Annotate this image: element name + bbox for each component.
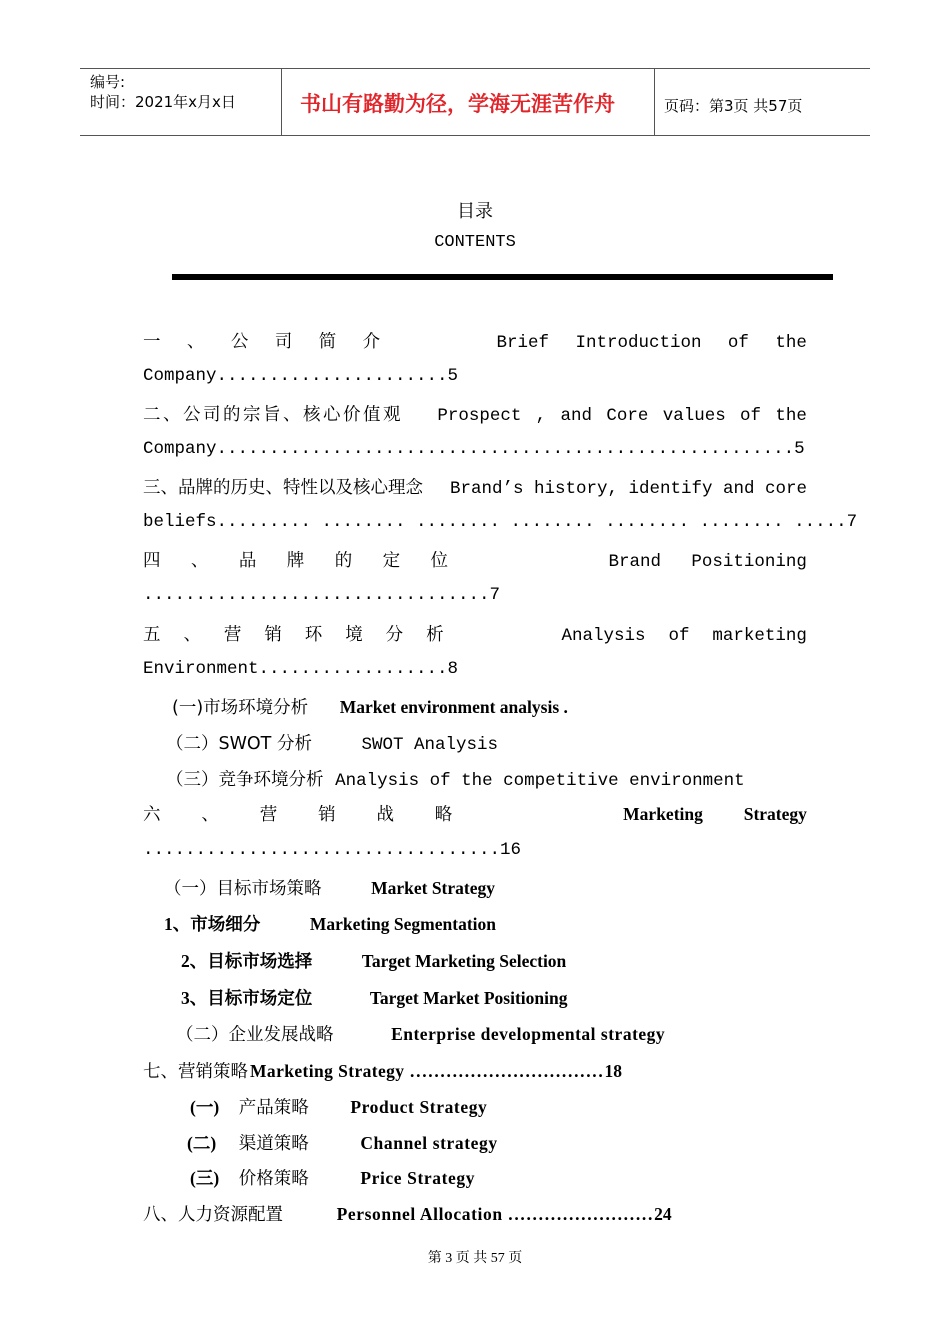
toc-6-sub-4[interactable]	[181, 985, 568, 1010]
toc-section-4[interactable]	[143, 547, 807, 571]
toc-6-sub-5-cn: （二）企业发展战略	[176, 1025, 334, 1045]
toc-6-sub-1[interactable]	[164, 875, 495, 900]
toc-7-sub-2-en: Channel strategy	[360, 1133, 498, 1153]
toc-1-en-2: of	[727, 333, 749, 353]
header-time-label: 时间：2021年x月x日	[90, 93, 236, 111]
toc-section-3[interactable]	[143, 474, 807, 498]
toc-1-continuation: Company......................5	[143, 366, 459, 386]
toc-4-cn-3: 牌	[286, 551, 305, 571]
toc-6-sub-2-en: Marketing Segmentation	[309, 914, 496, 934]
toc-5-en-1: of	[668, 626, 690, 646]
header-divider-left	[281, 68, 282, 136]
header-top-rule	[80, 68, 870, 69]
toc-4-cn-6: 位	[430, 551, 449, 571]
toc-5-cn-0: 五	[143, 625, 161, 645]
toc-5-sub-2[interactable]	[166, 730, 498, 755]
toc-5-cn-5: 境	[345, 625, 363, 645]
toc-1-cn-2: 公	[230, 332, 249, 352]
toc-5-cn-3: 销	[264, 625, 282, 645]
toc-8-en: Personnel Allocation	[336, 1204, 503, 1224]
toc-2-en-0: Prospect	[437, 406, 522, 426]
toc-5-cn-7: 析	[426, 625, 444, 645]
toc-5-continuation: Environment..................8	[143, 659, 459, 679]
title-rule	[172, 274, 833, 280]
toc-6-sub-4-en: Target Market Positioning	[369, 988, 568, 1008]
toc-6-en-0: Marketing	[623, 804, 703, 824]
toc-2-en-2: and	[560, 406, 593, 426]
toc-3-en: Brand’s history, identify and core	[449, 479, 807, 499]
toc-5-sub-2-cn: （二）SWOT 分析	[166, 734, 312, 754]
toc-1-cn-4: 简	[318, 332, 337, 352]
toc-4-cn-4: 的	[334, 551, 353, 571]
toc-7-page: 18	[604, 1061, 622, 1081]
toc-7-sub-1-en: Product Strategy	[350, 1097, 488, 1117]
toc-6-sub-4-cn: 3、目标市场定位	[181, 988, 313, 1008]
toc-7-sub-3-num: (三)	[190, 1168, 220, 1188]
toc-2-en-5: of	[740, 406, 762, 426]
toc-2-continuation: Company.......................................................5	[143, 439, 805, 459]
toc-1-cn-0: 一	[143, 332, 161, 352]
toc-6-sub-1-cn: （一）目标市场策略	[164, 879, 322, 899]
toc-1-cn-5: 介	[362, 332, 381, 352]
toc-7-cn: 七、营销策略	[143, 1062, 248, 1082]
toc-5-sub-1-en: Market environment analysis .	[339, 697, 568, 717]
toc-1-cn-3: 司	[274, 332, 293, 352]
toc-1-en-1: Introduction	[575, 333, 702, 353]
toc-5-cn-6: 分	[385, 625, 404, 645]
header-page-label: 页码：第3页 共57页	[664, 97, 803, 115]
toc-8-dots: ........................	[508, 1204, 655, 1224]
toc-section-2[interactable]	[143, 401, 807, 425]
toc-section-7[interactable]	[143, 1058, 622, 1083]
toc-7-sub-2[interactable]	[187, 1130, 498, 1155]
toc-5-cn-2: 营	[223, 625, 242, 645]
toc-3-cn: 三、品牌的历史、特性以及核心理念	[143, 478, 423, 498]
toc-1-cn-1: 、	[186, 332, 205, 352]
toc-1-en-3: the	[775, 333, 807, 353]
toc-2-en-1: ,	[535, 406, 547, 426]
toc-5-cn-1: 、	[183, 625, 201, 645]
toc-6-cn-3: 销	[318, 805, 336, 825]
page-title-en: CONTENTS	[434, 233, 516, 252]
toc-2-en-4: values	[662, 406, 726, 426]
toc-5-sub-3[interactable]	[166, 766, 745, 791]
toc-5-en-0: Analysis	[561, 626, 646, 646]
toc-4-cn-1: 、	[190, 551, 209, 571]
toc-7-dots: ................................	[410, 1061, 605, 1081]
toc-5-cn-4: 环	[304, 625, 323, 645]
page-footer: 第 3 页 共 57 页	[427, 1251, 523, 1266]
page-title-cn: 目录	[457, 201, 493, 222]
toc-1-en-0: Brief	[496, 333, 550, 353]
toc-6-cn-5: 略	[434, 805, 453, 825]
toc-6-sub-3-en: Target Marketing Selection	[361, 951, 567, 971]
toc-section-1[interactable]	[143, 328, 807, 352]
toc-6-cn-4: 战	[376, 805, 394, 825]
toc-4-en-1: Positioning	[691, 552, 807, 572]
toc-2-cn: 二、公司的宗旨、核心价值观	[143, 405, 403, 425]
toc-5-sub-2-en: SWOT Analysis	[361, 735, 499, 755]
toc-6-en-1: Strategy	[743, 804, 807, 824]
toc-7-en: Marketing Strategy	[250, 1061, 405, 1081]
toc-section-5[interactable]	[143, 621, 807, 645]
header-motto: 书山有路勤为径，学海无涯苦作舟	[300, 92, 615, 116]
toc-7-sub-3[interactable]	[190, 1165, 475, 1190]
header-code-label: 编号:	[90, 73, 126, 91]
toc-6-continuation: ..................................16	[143, 840, 522, 860]
toc-6-sub-3[interactable]	[181, 948, 566, 973]
toc-7-sub-3-cn: 价格策略	[238, 1169, 309, 1189]
toc-6-sub-2[interactable]	[164, 911, 496, 936]
toc-8-cn: 八、人力资源配置	[143, 1205, 283, 1225]
toc-7-sub-2-num: (二)	[187, 1133, 217, 1153]
toc-5-sub-3-cn: （三）竞争环境分析	[166, 770, 324, 790]
toc-7-sub-2-cn: 渠道策略	[238, 1134, 309, 1154]
toc-6-sub-2-cn: 1、市场细分	[164, 914, 261, 934]
toc-6-cn-2: 营	[259, 805, 278, 825]
toc-8-page: 24	[654, 1204, 672, 1224]
toc-5-en-2: marketing	[712, 626, 807, 646]
toc-4-cn-0: 四	[143, 551, 161, 571]
toc-4-en-0: Brand	[608, 552, 661, 572]
toc-4-cn-2: 品	[238, 551, 257, 571]
toc-5-sub-3-en: Analysis of the competitive environment	[335, 771, 745, 791]
toc-section-6[interactable]	[143, 801, 807, 825]
toc-6-sub-5-en: Enterprise developmental strategy	[391, 1024, 666, 1044]
toc-2-en-6: the	[775, 406, 807, 426]
toc-4-continuation: .................................7	[143, 585, 501, 605]
toc-6-sub-5[interactable]	[176, 1021, 665, 1046]
toc-4-cn-5: 定	[382, 551, 401, 571]
toc-2-en-3: Core	[606, 406, 649, 426]
toc-section-8[interactable]	[143, 1201, 672, 1226]
toc-6-cn-1: 、	[201, 805, 219, 825]
toc-5-sub-1-cn: (一)市场环境分析	[172, 698, 309, 718]
toc-7-sub-1-num: (一)	[190, 1097, 220, 1117]
toc-6-sub-1-en: Market Strategy	[371, 878, 495, 898]
toc-7-sub-1[interactable]	[190, 1094, 487, 1119]
header-divider-right	[654, 68, 655, 136]
toc-5-sub-1[interactable]	[172, 694, 568, 719]
toc-6-cn-0: 六	[143, 805, 161, 825]
header-bottom-rule	[80, 135, 870, 136]
toc-3-continuation: beliefs......... ........ ........ ........ ........ ........ .....7	[143, 512, 858, 532]
toc-7-sub-1-cn: 产品策略	[238, 1098, 309, 1118]
toc-7-sub-3-en: Price Strategy	[360, 1168, 476, 1188]
toc-6-sub-3-cn: 2、目标市场选择	[181, 951, 313, 971]
